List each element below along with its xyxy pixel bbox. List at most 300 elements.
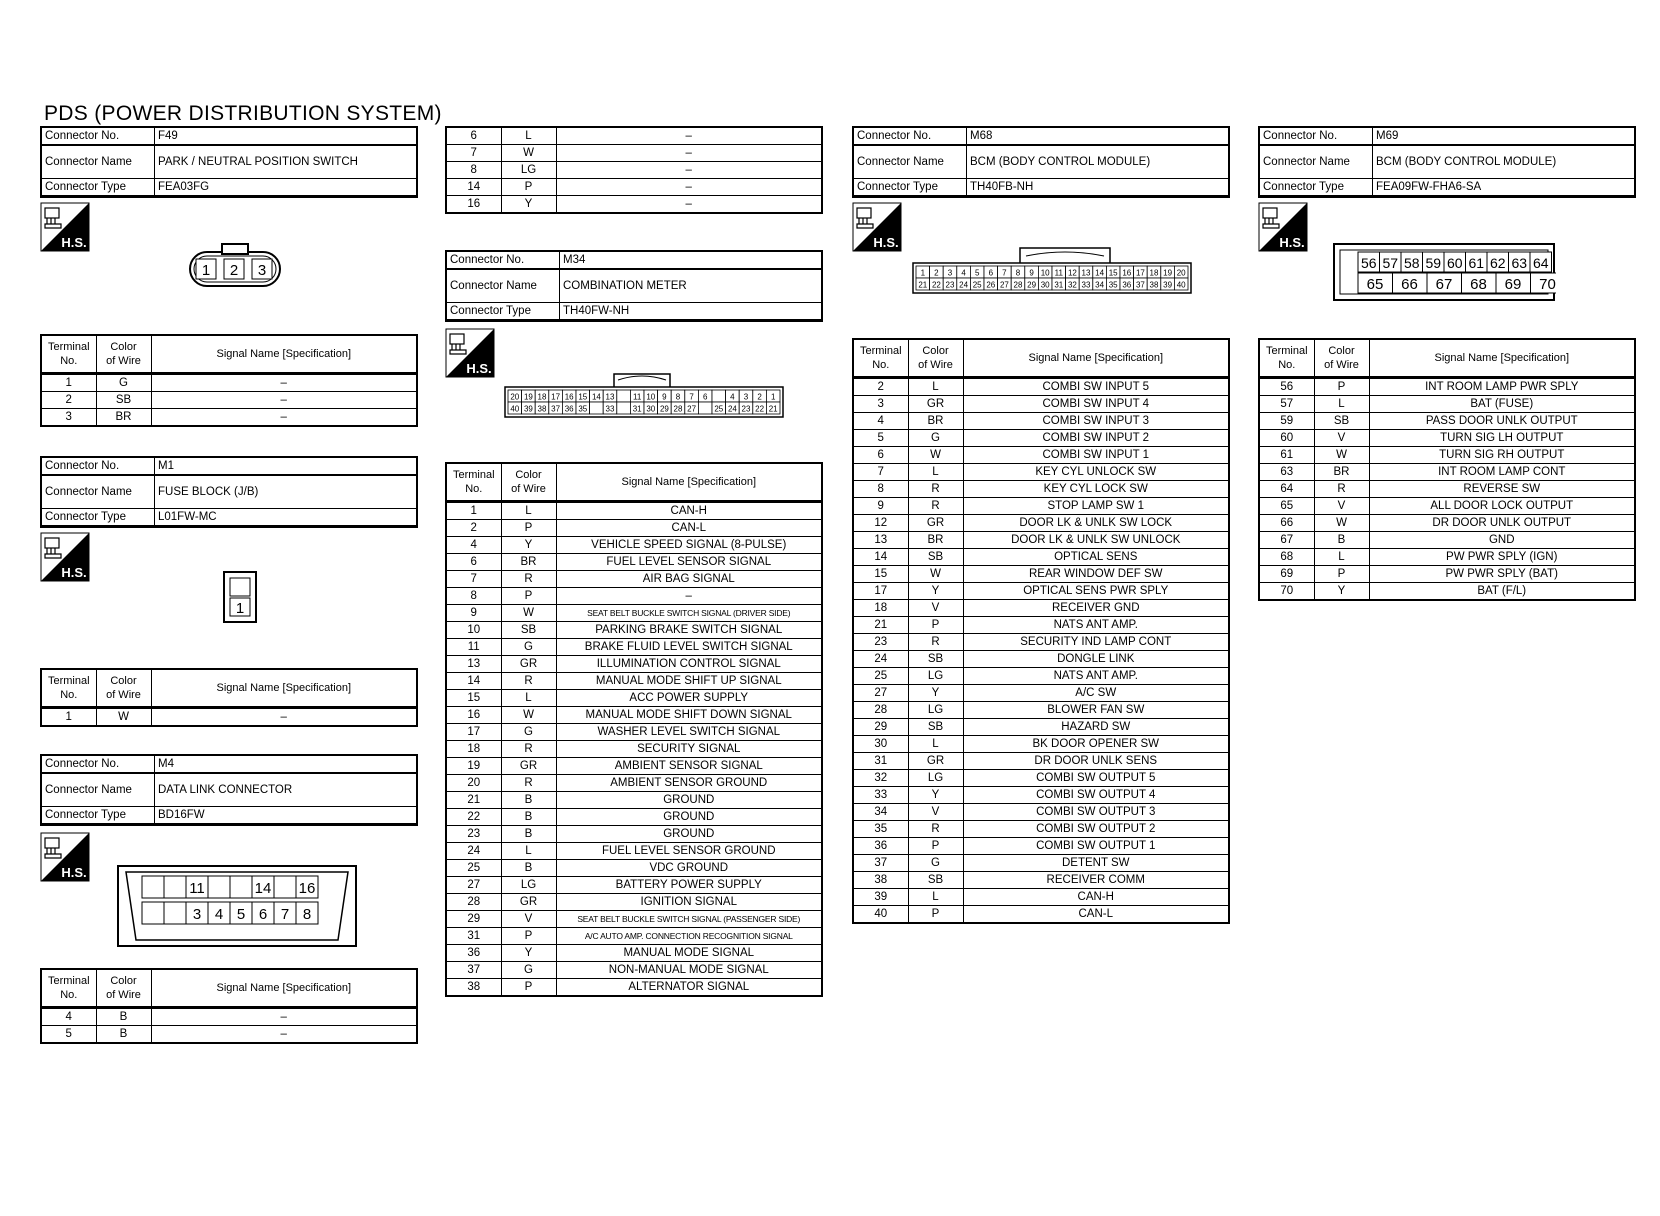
m1-info bbox=[40, 456, 418, 528]
connector-type-label: Connector Type bbox=[41, 179, 155, 197]
signal-name: ACC POWER SUPPLY bbox=[556, 690, 822, 707]
terminal-no: 7 bbox=[446, 145, 501, 162]
wire-color: BR bbox=[501, 554, 556, 571]
signal-name: MANUAL MODE SIGNAL bbox=[556, 945, 822, 962]
pin-number: 68 bbox=[1470, 276, 1487, 293]
m4-connector-diagram bbox=[116, 864, 358, 948]
pin-number: 39 bbox=[1163, 280, 1173, 290]
signal-name: SEAT BELT BUCKLE SWITCH SIGNAL (DRIVER SIDE) bbox=[556, 605, 822, 622]
harness-side-icon bbox=[40, 202, 90, 252]
terminal-no: 8 bbox=[446, 588, 501, 605]
table-row bbox=[446, 145, 822, 162]
connector-no-label: Connector No. bbox=[41, 755, 155, 773]
terminal-no: 4 bbox=[853, 413, 908, 430]
table-row bbox=[1259, 430, 1635, 447]
terminal-no: 67 bbox=[1259, 532, 1314, 549]
connector-no-value: M4 bbox=[155, 755, 418, 773]
wire-color: W bbox=[908, 566, 963, 583]
wire-color: GR bbox=[908, 515, 963, 532]
pin-number: 24 bbox=[727, 404, 737, 414]
pin-number: 4 bbox=[730, 392, 735, 402]
terminal-no: 64 bbox=[1259, 481, 1314, 498]
signal-name: A/C AUTO AMP. CONNECTION RECOGNITION SIGNAL bbox=[556, 928, 822, 945]
f49-connector-diagram bbox=[188, 242, 284, 290]
signal-name: CAN-H bbox=[556, 502, 822, 520]
m34-terminal-table bbox=[445, 462, 823, 997]
pin-number: 18 bbox=[1149, 268, 1159, 278]
terminal-no: 16 bbox=[446, 707, 501, 724]
terminal-no: 37 bbox=[446, 962, 501, 979]
signal-name: HAZARD SW bbox=[963, 719, 1229, 736]
terminal-no: 6 bbox=[446, 554, 501, 571]
wire-color: GR bbox=[908, 753, 963, 770]
signal-name: COMBI SW OUTPUT 1 bbox=[963, 838, 1229, 855]
signal-name: TURN SIG RH OUTPUT bbox=[1369, 447, 1635, 464]
table-row bbox=[446, 588, 822, 605]
connector-type-label: Connector Type bbox=[853, 179, 967, 197]
table-row bbox=[1259, 413, 1635, 430]
terminal-no: 2 bbox=[853, 378, 908, 396]
signal-name: – bbox=[556, 179, 822, 196]
table-row bbox=[1259, 378, 1635, 396]
pin-number: 3 bbox=[947, 268, 953, 278]
terminal-no: 7 bbox=[853, 464, 908, 481]
table-row bbox=[446, 690, 822, 707]
signal-name: COMBI SW OUTPUT 5 bbox=[963, 770, 1229, 787]
pin-number: 22 bbox=[755, 404, 765, 414]
connector-name-value: COMBINATION METER bbox=[560, 269, 823, 303]
terminal-no: 8 bbox=[853, 481, 908, 498]
table-row bbox=[446, 860, 822, 877]
signal-name: PARKING BRAKE SWITCH SIGNAL bbox=[556, 622, 822, 639]
pin-number: 40 bbox=[510, 404, 520, 414]
pin-number: 7 bbox=[1002, 268, 1007, 278]
pin-number: 31 bbox=[632, 404, 642, 414]
terminal-no: 61 bbox=[1259, 447, 1314, 464]
signal-name: DR DOOR UNLK OUTPUT bbox=[1369, 515, 1635, 532]
pin-number: 63 bbox=[1511, 255, 1528, 271]
signal-name: FUEL LEVEL SENSOR SIGNAL bbox=[556, 554, 822, 571]
signal-name: BAT (FUSE) bbox=[1369, 396, 1635, 413]
pin-number: 11 bbox=[189, 880, 205, 897]
pin-number: 15 bbox=[578, 392, 588, 402]
pin-number: 4 bbox=[961, 268, 966, 278]
terminal-no: 66 bbox=[1259, 515, 1314, 532]
harness-side-icon bbox=[1258, 202, 1308, 252]
table-row bbox=[446, 520, 822, 537]
wire-color: GR bbox=[501, 758, 556, 775]
signal-name: FUEL LEVEL SENSOR GROUND bbox=[556, 843, 822, 860]
m68-terminal-table bbox=[852, 338, 1230, 924]
wire-color: P bbox=[908, 906, 963, 924]
signal-name: COMBI SW OUTPUT 3 bbox=[963, 804, 1229, 821]
signal-name: BK DOOR OPENER SW bbox=[963, 736, 1229, 753]
wire-color: V bbox=[1314, 430, 1369, 447]
pin-number: 23 bbox=[945, 280, 955, 290]
pin-number: 36 bbox=[564, 404, 574, 414]
pin-number: 10 bbox=[646, 392, 656, 402]
terminal-no: 18 bbox=[446, 741, 501, 758]
pin-number: 3 bbox=[192, 906, 202, 923]
wire-color: P bbox=[1314, 378, 1369, 396]
svg-text:H.S.: H.S. bbox=[61, 235, 87, 250]
wire-color: B bbox=[501, 809, 556, 826]
table-row bbox=[853, 600, 1229, 617]
table-row bbox=[446, 792, 822, 809]
m34-cont-terminal-table bbox=[445, 126, 823, 214]
pin-number: 23 bbox=[741, 404, 751, 414]
pin-number: 17 bbox=[1135, 268, 1145, 278]
terminal-no: 12 bbox=[853, 515, 908, 532]
table-row bbox=[446, 809, 822, 826]
terminal-no-header: Terminal No. bbox=[41, 669, 96, 708]
pin-number: 20 bbox=[510, 392, 520, 402]
connector-no-value: M69 bbox=[1373, 127, 1636, 145]
signal-name: DONGLE LINK bbox=[963, 651, 1229, 668]
color-of-wire-header: Color of Wire bbox=[1314, 339, 1369, 378]
wire-color: L bbox=[908, 464, 963, 481]
connector-type-value: FEA09FW-FHA6-SA bbox=[1373, 179, 1636, 197]
terminal-no: 13 bbox=[853, 532, 908, 549]
connector-name-label: Connector Name bbox=[446, 269, 560, 303]
signal-name: DETENT SW bbox=[963, 855, 1229, 872]
table-row bbox=[853, 447, 1229, 464]
terminal-no: 21 bbox=[853, 617, 908, 634]
pin-number: 28 bbox=[1013, 280, 1023, 290]
wire-color: Y bbox=[501, 196, 556, 214]
wire-color: V bbox=[1314, 498, 1369, 515]
signal-name-header: Signal Name [Specification] bbox=[151, 335, 417, 374]
m1-terminal-table bbox=[40, 668, 418, 727]
terminal-no: 27 bbox=[853, 685, 908, 702]
terminal-no: 24 bbox=[446, 843, 501, 860]
signal-name: AMBIENT SENSOR SIGNAL bbox=[556, 758, 822, 775]
terminal-no: 70 bbox=[1259, 583, 1314, 601]
connector-name-label: Connector Name bbox=[1259, 145, 1373, 179]
table-row bbox=[446, 724, 822, 741]
signal-name: COMBI SW INPUT 1 bbox=[963, 447, 1229, 464]
pin-number: 7 bbox=[280, 906, 290, 923]
table-row bbox=[853, 736, 1229, 753]
pin-number: 17 bbox=[551, 392, 561, 402]
signal-name: BATTERY POWER SUPPLY bbox=[556, 877, 822, 894]
table-row bbox=[853, 498, 1229, 515]
terminal-no: 38 bbox=[853, 872, 908, 889]
signal-name: BLOWER FAN SW bbox=[963, 702, 1229, 719]
table-row bbox=[446, 639, 822, 656]
f49-terminal-table bbox=[40, 334, 418, 427]
signal-name: SECURITY IND LAMP CONT bbox=[963, 634, 1229, 651]
pin-number: 16 bbox=[298, 880, 316, 897]
wire-color: R bbox=[501, 673, 556, 690]
terminal-no: 4 bbox=[446, 537, 501, 554]
terminal-no: 16 bbox=[446, 196, 501, 214]
terminal-no: 39 bbox=[853, 889, 908, 906]
signal-name: PASS DOOR UNLK OUTPUT bbox=[1369, 413, 1635, 430]
table-row bbox=[1259, 447, 1635, 464]
pin-number: 37 bbox=[1135, 280, 1145, 290]
pin-number: 2 bbox=[757, 392, 762, 402]
connector-no-label: Connector No. bbox=[41, 457, 155, 475]
connector-type-label: Connector Type bbox=[1259, 179, 1373, 197]
pin-number: 8 bbox=[1015, 268, 1021, 278]
pin-number: 26 bbox=[986, 280, 996, 290]
signal-name: KEY CYL LOCK SW bbox=[963, 481, 1229, 498]
terminal-no: 35 bbox=[853, 821, 908, 838]
pin-number: 39 bbox=[523, 404, 533, 414]
signal-name: GROUND bbox=[556, 792, 822, 809]
connector-name-value: FUSE BLOCK (J/B) bbox=[155, 475, 418, 509]
wire-color: B bbox=[96, 1008, 151, 1026]
pin-number: 64 bbox=[1532, 255, 1549, 271]
signal-name: NATS ANT AMP. bbox=[963, 617, 1229, 634]
table-row bbox=[446, 741, 822, 758]
terminal-no: 3 bbox=[853, 396, 908, 413]
terminal-no: 29 bbox=[853, 719, 908, 736]
wire-color: G bbox=[96, 374, 151, 392]
signal-name: COMBI SW INPUT 3 bbox=[963, 413, 1229, 430]
wire-color: Y bbox=[908, 685, 963, 702]
table-row bbox=[853, 702, 1229, 719]
wire-color: P bbox=[908, 838, 963, 855]
terminal-no: 28 bbox=[446, 894, 501, 911]
connector-no-value: M1 bbox=[155, 457, 418, 475]
terminal-no: 23 bbox=[446, 826, 501, 843]
connector-name-label: Connector Name bbox=[41, 145, 155, 179]
connector-type-label: Connector Type bbox=[41, 807, 155, 825]
pin-number: 2 bbox=[229, 262, 239, 279]
table-row bbox=[853, 617, 1229, 634]
signal-name: COMBI SW INPUT 5 bbox=[963, 378, 1229, 396]
terminal-no: 23 bbox=[853, 634, 908, 651]
m34-info bbox=[445, 250, 823, 322]
terminal-no: 14 bbox=[446, 673, 501, 690]
signal-name: WASHER LEVEL SWITCH SIGNAL bbox=[556, 724, 822, 741]
connector-name-value: BCM (BODY CONTROL MODULE) bbox=[967, 145, 1230, 179]
signal-name-header: Signal Name [Specification] bbox=[556, 463, 822, 502]
terminal-no: 69 bbox=[1259, 566, 1314, 583]
m69-connector-diagram bbox=[1332, 242, 1556, 302]
connector-type-label: Connector Type bbox=[41, 509, 155, 527]
pin-number: 67 bbox=[1435, 276, 1453, 293]
table-row bbox=[446, 894, 822, 911]
terminal-no: 63 bbox=[1259, 464, 1314, 481]
pin-number: 29 bbox=[1027, 280, 1037, 290]
connector-name-label: Connector Name bbox=[41, 475, 155, 509]
signal-name-header: Signal Name [Specification] bbox=[1369, 339, 1635, 378]
signal-name: VDC GROUND bbox=[556, 860, 822, 877]
pin-number: 13 bbox=[1081, 268, 1091, 278]
table-row bbox=[446, 127, 822, 145]
pin-number: 5 bbox=[974, 268, 980, 278]
wire-color: L bbox=[1314, 396, 1369, 413]
wire-color: SB bbox=[1314, 413, 1369, 430]
pin-number: 16 bbox=[564, 392, 574, 402]
pin-number: 1 bbox=[920, 268, 926, 278]
terminal-no: 2 bbox=[446, 520, 501, 537]
wire-color: Y bbox=[908, 787, 963, 804]
table-row bbox=[41, 708, 417, 727]
terminal-no: 27 bbox=[446, 877, 501, 894]
terminal-no: 9 bbox=[853, 498, 908, 515]
pin-number: 11 bbox=[1054, 268, 1063, 278]
signal-name: PW PWR SPLY (IGN) bbox=[1369, 549, 1635, 566]
pin-number: 14 bbox=[1095, 268, 1105, 278]
table-row bbox=[446, 605, 822, 622]
signal-name: INT ROOM LAMP CONT bbox=[1369, 464, 1635, 481]
pin-number: 38 bbox=[537, 404, 547, 414]
signal-name: PW PWR SPLY (BAT) bbox=[1369, 566, 1635, 583]
terminal-no: 59 bbox=[1259, 413, 1314, 430]
table-row bbox=[41, 392, 417, 409]
signal-name: – bbox=[151, 374, 417, 392]
wire-color: SB bbox=[908, 719, 963, 736]
terminal-no-header: Terminal No. bbox=[41, 969, 96, 1008]
table-row bbox=[446, 656, 822, 673]
wire-color: R bbox=[908, 821, 963, 838]
connector-no-value: M34 bbox=[560, 251, 823, 269]
signal-name: MANUAL MODE SHIFT DOWN SIGNAL bbox=[556, 707, 822, 724]
table-row bbox=[446, 537, 822, 554]
table-row bbox=[446, 622, 822, 639]
pin-number: 5 bbox=[236, 906, 246, 923]
signal-name: ALTERNATOR SIGNAL bbox=[556, 979, 822, 997]
wire-color: B bbox=[1314, 532, 1369, 549]
terminal-no: 28 bbox=[853, 702, 908, 719]
signal-name: A/C SW bbox=[963, 685, 1229, 702]
m68-connector-diagram bbox=[910, 246, 1194, 294]
harness-side-icon bbox=[852, 202, 902, 252]
signal-name: RECEIVER GND bbox=[963, 600, 1229, 617]
table-row bbox=[853, 464, 1229, 481]
table-row bbox=[853, 889, 1229, 906]
table-row bbox=[853, 651, 1229, 668]
table-row bbox=[853, 855, 1229, 872]
terminal-no: 14 bbox=[446, 179, 501, 196]
pin-number: 2 bbox=[934, 268, 939, 278]
table-row bbox=[853, 532, 1229, 549]
table-row bbox=[446, 962, 822, 979]
wire-color: R bbox=[908, 498, 963, 515]
signal-name: SECURITY SIGNAL bbox=[556, 741, 822, 758]
wire-color: LG bbox=[908, 770, 963, 787]
wire-color: B bbox=[501, 792, 556, 809]
svg-text:H.S.: H.S. bbox=[61, 865, 87, 880]
connector-no-value: F49 bbox=[155, 127, 418, 145]
terminal-no: 25 bbox=[446, 860, 501, 877]
wire-color: R bbox=[908, 481, 963, 498]
m1-connector-diagram bbox=[222, 570, 258, 624]
table-row bbox=[446, 911, 822, 928]
table-row bbox=[853, 753, 1229, 770]
pin-number: 25 bbox=[972, 280, 982, 290]
signal-name: NATS ANT AMP. bbox=[963, 668, 1229, 685]
table-row bbox=[853, 634, 1229, 651]
connector-type-value: BD16FW bbox=[155, 807, 418, 825]
connector-name-value: PARK / NEUTRAL POSITION SWITCH bbox=[155, 145, 418, 179]
wire-color: R bbox=[908, 634, 963, 651]
wire-color: L bbox=[501, 843, 556, 860]
wire-color: B bbox=[501, 860, 556, 877]
terminal-no: 17 bbox=[446, 724, 501, 741]
signal-name: IGNITION SIGNAL bbox=[556, 894, 822, 911]
wire-color: BR bbox=[908, 413, 963, 430]
terminal-no: 15 bbox=[446, 690, 501, 707]
pin-number: 22 bbox=[931, 280, 941, 290]
signal-name: – bbox=[556, 196, 822, 214]
pin-number: 21 bbox=[918, 280, 928, 290]
pin-number: 35 bbox=[1108, 280, 1118, 290]
m69-info bbox=[1258, 126, 1636, 198]
pin-number: 36 bbox=[1122, 280, 1132, 290]
connector-name-value: BCM (BODY CONTROL MODULE) bbox=[1373, 145, 1636, 179]
wire-color: SB bbox=[908, 549, 963, 566]
signal-name: REAR WINDOW DEF SW bbox=[963, 566, 1229, 583]
terminal-no: 34 bbox=[853, 804, 908, 821]
table-row bbox=[446, 707, 822, 724]
pin-number: 29 bbox=[659, 404, 669, 414]
pin-number: 12 bbox=[1067, 268, 1077, 278]
signal-name: COMBI SW OUTPUT 2 bbox=[963, 821, 1229, 838]
connector-type-value: FEA03FG bbox=[155, 179, 418, 197]
terminal-no: 31 bbox=[446, 928, 501, 945]
pin-number: 66 bbox=[1401, 276, 1418, 293]
signal-name: – bbox=[151, 1008, 417, 1026]
pin-number: 33 bbox=[605, 404, 615, 414]
table-row bbox=[853, 515, 1229, 532]
pin-number: 6 bbox=[988, 268, 994, 278]
wire-color: L bbox=[908, 378, 963, 396]
signal-name-header: Signal Name [Specification] bbox=[963, 339, 1229, 378]
signal-name: – bbox=[556, 145, 822, 162]
signal-name: GND bbox=[1369, 532, 1635, 549]
terminal-no: 56 bbox=[1259, 378, 1314, 396]
pin-number: 70 bbox=[1539, 276, 1556, 293]
signal-name: – bbox=[151, 1026, 417, 1044]
signal-name: ALL DOOR LOCK OUTPUT bbox=[1369, 498, 1635, 515]
pin-number: 19 bbox=[523, 392, 533, 402]
terminal-no: 8 bbox=[446, 162, 501, 179]
wire-color: BR bbox=[1314, 464, 1369, 481]
signal-name: BAT (F/L) bbox=[1369, 583, 1635, 601]
terminal-no: 38 bbox=[446, 979, 501, 997]
connector-type-label: Connector Type bbox=[446, 303, 560, 321]
table-row bbox=[41, 1008, 417, 1026]
pin-number: 31 bbox=[1054, 280, 1064, 290]
wire-color: LG bbox=[908, 702, 963, 719]
color-of-wire-header: Color of Wire bbox=[96, 669, 151, 708]
signal-name: – bbox=[556, 162, 822, 179]
signal-name: VEHICLE SPEED SIGNAL (8-PULSE) bbox=[556, 537, 822, 554]
table-row bbox=[853, 413, 1229, 430]
connector-name-value: DATA LINK CONNECTOR bbox=[155, 773, 418, 807]
wire-color: Y bbox=[501, 945, 556, 962]
pin-number: 40 bbox=[1176, 280, 1186, 290]
pin-number: 3 bbox=[743, 392, 749, 402]
harness-side-icon bbox=[40, 832, 90, 882]
table-row bbox=[446, 179, 822, 196]
terminal-no: 5 bbox=[853, 430, 908, 447]
table-row bbox=[446, 843, 822, 860]
pin-number: 21 bbox=[768, 404, 778, 414]
terminal-no-header: Terminal No. bbox=[446, 463, 501, 502]
color-of-wire-header: Color of Wire bbox=[908, 339, 963, 378]
table-row bbox=[1259, 583, 1635, 601]
pin-number: 19 bbox=[1163, 268, 1173, 278]
table-row bbox=[853, 583, 1229, 600]
table-row bbox=[853, 549, 1229, 566]
table-row bbox=[446, 877, 822, 894]
